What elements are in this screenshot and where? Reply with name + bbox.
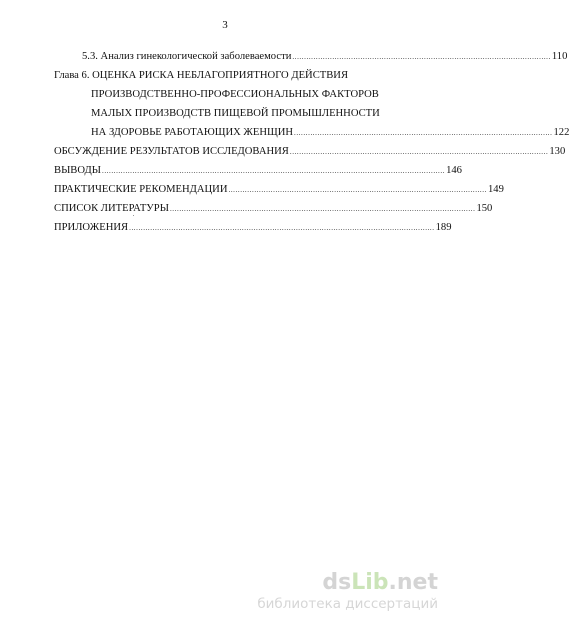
toc-entry-chapter-6-line-2: ПРОИЗВОДСТВЕННО-ПРОФЕССИОНАЛЬНЫХ ФАКТОРОВ: [91, 89, 379, 100]
toc-entry-text: 5.3. Анализ гинекологической заболеваемости: [82, 51, 292, 62]
scan-speck: [133, 215, 134, 216]
toc-entry-text: ПРИЛОЖЕНИЯ: [54, 222, 129, 233]
toc-entry-page: 130: [549, 146, 566, 157]
toc-entry-page: 189: [435, 222, 452, 233]
toc-entry-text: ПРАКТИЧЕСКИЕ РЕКОМЕНДАЦИИ: [54, 184, 228, 195]
watermark-subtitle: библиотека диссертаций: [257, 596, 438, 612]
toc-entry-discussion: [54, 145, 566, 159]
toc-entry-page: 146: [446, 165, 462, 176]
toc-entry-page: 149: [487, 184, 504, 195]
toc-leader-dots: ..............................................................................................................: [289, 148, 549, 156]
watermark-logo: dsLib.net: [322, 570, 438, 595]
toc-entry-page: 150: [476, 203, 493, 214]
toc-leader-dots: ..................................................................................................................................: [129, 224, 435, 232]
toc-entry-text: СПИСОК ЛИТЕРАТУРЫ: [54, 203, 169, 214]
toc-leader-dots: ..............................................................................................................: [228, 186, 487, 194]
toc-leader-dots: ..............................................................................................................: [294, 129, 553, 137]
toc-entry-chapter-6-line-3: МАЛЫХ ПРОИЗВОДСТВ ПИЩЕВОЙ ПРОМЫШЛЕННОСТИ: [91, 108, 380, 119]
toc-entry-references: [54, 202, 493, 216]
toc-entry-page: 110: [551, 51, 568, 62]
toc-entry-5-3: [82, 50, 568, 64]
toc-entry-text: НА ЗДОРОВЬЕ РАБОТАЮЩИХ ЖЕНЩИН: [91, 127, 293, 138]
toc-entry-conclusions: [54, 164, 462, 178]
toc-entry-page: 122: [553, 127, 569, 138]
toc-entry-recommendations: [54, 183, 504, 197]
toc-entry-appendices: [54, 221, 452, 235]
toc-entry-chapter-6-line-4: [91, 126, 569, 140]
toc-entry-text: ВЫВОДЫ: [54, 165, 101, 176]
toc-leader-dots: ..................................................................................................................................: [169, 205, 476, 213]
page-number: 3: [222, 19, 228, 31]
toc-entry-chapter-6-line-1: Глава 6. ОЦЕНКА РИСКА НЕБЛАГОПРИЯТНОГО ДЕЙСТВИЯ: [54, 70, 349, 81]
dslib-watermark: [257, 571, 438, 612]
toc-leader-dots: ..............................................................................................................: [292, 53, 551, 61]
toc-leader-dots: ..................................................................................................................................................: [101, 167, 446, 175]
toc-entry-text: ОБСУЖДЕНИЕ РЕЗУЛЬТАТОВ ИССЛЕДОВАНИЯ: [54, 146, 289, 157]
